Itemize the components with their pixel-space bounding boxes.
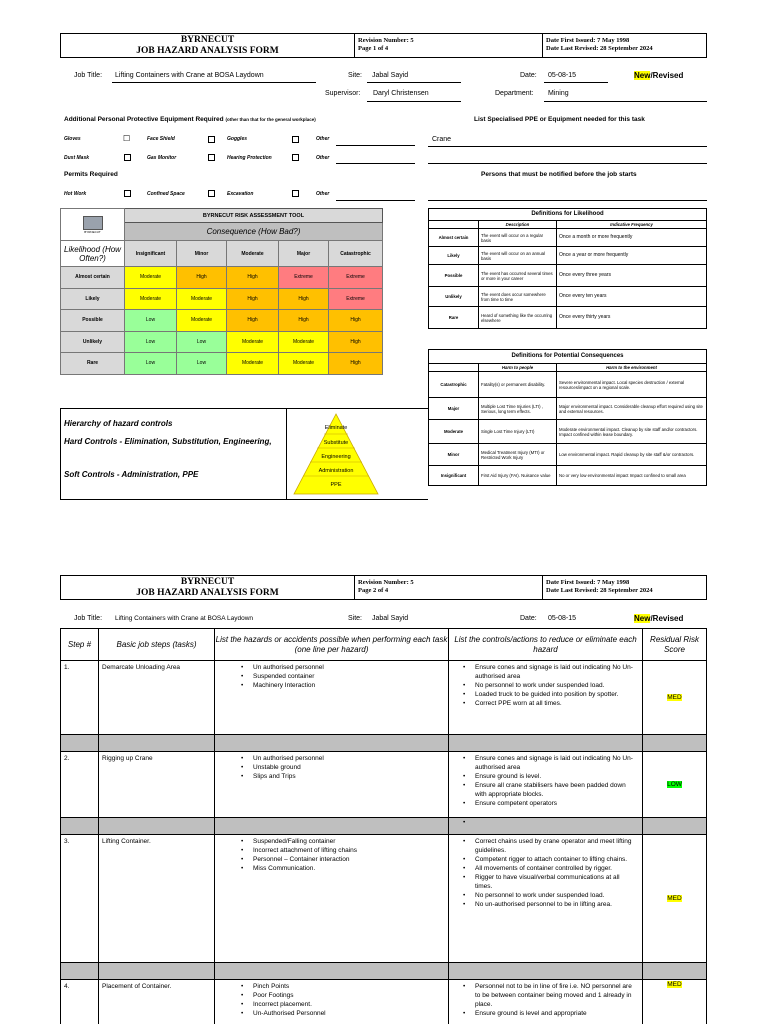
likelihood-label: Unlikely [429, 287, 479, 307]
consequence-people: First Aid Injury (FAI). Nuisance value [479, 466, 557, 486]
byrnecut-logo: BYRNECUT [61, 209, 125, 241]
control-item: • Ensure cones and signage is laid out indicating No Un-authorised area [453, 663, 634, 681]
site-label: Site: [348, 72, 363, 79]
risk-cell: Moderate [279, 353, 329, 375]
control-item: • Ensure cones and signage is laid out indicating No Un-authorised area [453, 754, 634, 772]
consequence-heading: Consequence (How Bad?) [125, 223, 383, 241]
likelihood-definitions-table [428, 208, 707, 329]
controls-cell [449, 835, 643, 963]
likelihood-freq: Once a year or more frequently [557, 247, 707, 265]
job-title-label-p2: Job Title: [74, 615, 103, 622]
goggles-checkbox[interactable] [292, 136, 299, 143]
likelihood-col-desc: Description [479, 221, 557, 229]
jha-col-controls: List the controls/actions to reduce or eliminate each hazard [449, 629, 643, 661]
control-item: • Ensure all crane stabilisers have been padded down with appropriate blocks. [453, 781, 634, 799]
control-item: • Ensure competent operators [453, 799, 634, 808]
department-field[interactable]: Mining [548, 90, 569, 97]
hazards-cell [215, 835, 449, 963]
form-header-page2 [60, 575, 707, 600]
table-row [61, 980, 707, 1024]
site-label-p2: Site: [348, 615, 363, 622]
ppe-other-label-2: Other [316, 155, 330, 161]
risk-cell: High [329, 310, 383, 332]
likelihood-freq: Once every thirty years [557, 307, 707, 329]
jha-table [60, 628, 707, 1024]
hazard-item: • Un authorised personnel [231, 663, 444, 672]
likelihood-row [429, 265, 707, 287]
date-label-p2: Date: [520, 615, 537, 622]
table-row [61, 752, 707, 818]
likelihood-label: Possible [429, 265, 479, 287]
consequence-env: Major environmental impact. Considerable cleanup effort required using site and external resources. [557, 398, 707, 420]
risk-cell: Moderate [177, 310, 227, 332]
hazard-item: • Personnel – Container interaction [231, 855, 444, 864]
risk-score-cell [643, 980, 707, 1024]
hazards-cell [215, 752, 449, 818]
step-task: Rigging up Crane [99, 752, 215, 818]
hierarchy-pyramid [290, 412, 382, 496]
risk-cell: Moderate [125, 267, 177, 289]
pyramid-administration: Administration [318, 468, 354, 474]
consequence-label: Catastrophic [429, 372, 479, 398]
likelihood-heading: Likelihood (How Often?) [61, 241, 125, 267]
ppe-heading: Additional Personal Protective Equipment Required (other than that for the general workplace) [64, 116, 316, 123]
likelihood-label: Likely [429, 247, 479, 265]
risk-cell: Extreme [329, 267, 383, 289]
likelihood-desc: The event has occurred several times or more in your career [479, 265, 557, 287]
ppe-hearing-label: Hearing Protection [227, 155, 272, 161]
hazard-item: • Poor Footings [231, 991, 444, 1000]
hearing-protection-checkbox[interactable] [292, 154, 299, 161]
date-first-issued: Date First Issued: 7 May 1998 [546, 37, 630, 44]
likelihood-label: Rare [429, 307, 479, 329]
step-number: 4. [61, 980, 99, 1024]
site-field[interactable]: Jabal Sayid [372, 72, 409, 79]
gloves-checkbox[interactable]: ☐ [123, 134, 131, 143]
risk-cell: High [329, 353, 383, 375]
likelihood-defs-title: Definitions for Likelihood [429, 209, 707, 221]
risk-cell: Low [125, 310, 177, 332]
new-revised-indicator-p2: New/Revised [634, 614, 684, 623]
hot-work-checkbox[interactable] [124, 190, 131, 197]
hard-controls-text: Hard Controls - Elimination, Substitution, Engineering, [64, 437, 272, 446]
risk-cell: Extreme [329, 288, 383, 310]
ppe-goggles-label: Goggles [227, 136, 248, 142]
step-task: Lifting Container. [99, 835, 215, 963]
control-item: • Correct PPE worn at all times. [453, 699, 634, 708]
permit-hot-work-label: Hot Work [64, 191, 87, 197]
consequence-env: No or very low environmental impact Impact confined to small area [557, 466, 707, 486]
date-label: Date: [520, 72, 537, 79]
consequence-row [429, 466, 707, 486]
likelihood-desc: The event will occur on an annual basis [479, 247, 557, 265]
risk-row [61, 310, 383, 332]
control-item: • Ensure ground is level. [453, 772, 634, 781]
specialised-ppe-value[interactable]: Crane [432, 136, 452, 143]
risk-cell: High [177, 267, 227, 289]
likelihood-row [429, 247, 707, 265]
consequence-row [429, 420, 707, 444]
notify-heading: Persons that must be notified before the job starts [481, 171, 637, 178]
consequence-row [429, 372, 707, 398]
ppe-gas-monitor-label: Gas Monitor [147, 155, 177, 161]
confined-space-checkbox[interactable] [208, 190, 215, 197]
new-revised-indicator: New/Revised [634, 71, 684, 80]
risk-cell: Low [125, 331, 177, 353]
consequence-env: Severe environmental impact. Local species destruction / external resources/impact on a regional scale. [557, 372, 707, 398]
excavation-checkbox[interactable] [292, 190, 299, 197]
pyramid-eliminate: Eliminate [324, 425, 348, 431]
hazard-item: • Unstable ground [231, 763, 444, 772]
risk-score-badge: MED [667, 694, 682, 701]
control-item: • Ensure ground is level and appropriate [453, 1009, 634, 1018]
likelihood-row [429, 229, 707, 247]
ppe-dust-mask-label: Dust Mask [64, 155, 90, 161]
job-title-field-p2[interactable]: Lifting Containers with Crane at BOSA Laydown [115, 615, 254, 622]
separator-row [61, 818, 707, 835]
step-task: Placement of Container. [99, 980, 215, 1024]
consequence-label: Major [429, 398, 479, 420]
control-item: • Competent rigger to attach container to lifting chains. [453, 855, 634, 864]
hazard-item: • Suspended container [231, 672, 444, 681]
revision-number: Revision Number: 5 [358, 37, 414, 44]
risk-row [61, 288, 383, 310]
likelihood-row [429, 307, 707, 329]
risk-score-cell [643, 752, 707, 818]
risk-score-badge: MED [667, 981, 682, 988]
page-number: Page 1 of 4 [358, 45, 389, 52]
control-item: • All movements of container controlled by rigger. [453, 864, 634, 873]
risk-cell: Moderate [227, 353, 279, 375]
permit-confined-space-label: Confined Space [147, 191, 185, 197]
hazard-item: • Machinery Interaction [231, 681, 444, 690]
consequence-people: Multiple Lost Time Injuries (LTI) , Serious, long term effects. [479, 398, 557, 420]
risk-row-label: Likely [61, 288, 125, 310]
risk-cell: Low [177, 353, 227, 375]
risk-cell: Moderate [227, 331, 279, 353]
controls-cell [449, 980, 643, 1024]
permit-excavation-label: Excavation [227, 191, 254, 197]
hazard-item: • Incorrect attachment of lifting chains [231, 846, 444, 855]
separator-row [61, 963, 707, 980]
form-header-page1 [60, 33, 707, 58]
control-item: • Personnel not to be in line of fire i.e. NO personnel are to be between container being moved and 1 already in place. [453, 982, 634, 1009]
risk-cell: High [329, 331, 383, 353]
risk-cell: High [227, 310, 279, 332]
likelihood-desc: The event does occur somewhere from time to time [479, 287, 557, 307]
consequence-people: Medical Treatment Injury (MTI) or Restricted Work Injury [479, 444, 557, 466]
controls-cell [449, 661, 643, 735]
likelihood-desc: Heard of something like the occurring elsewhere [479, 307, 557, 329]
consequence-label: Minor [429, 444, 479, 466]
risk-row [61, 267, 383, 289]
separator-row [61, 735, 707, 752]
risk-cell: Low [177, 331, 227, 353]
hazard-item: • Slips and Trips [231, 772, 444, 781]
col-insignificant: Insignificant [125, 241, 177, 267]
risk-row-label: Possible [61, 310, 125, 332]
control-item: • Rigger to have visual/verbal communications at all times. [453, 873, 634, 891]
risk-row [61, 331, 383, 353]
risk-score-cell [643, 835, 707, 963]
consequence-label: Moderate [429, 420, 479, 444]
consequence-people: Fatality(s) or permanent disability. [479, 372, 557, 398]
step-task: Demarcate Unloading Area [99, 661, 215, 735]
date-last-revised-p2: Date Last Revised: 28 September 2024 [546, 587, 653, 594]
risk-row-label: Unlikely [61, 331, 125, 353]
hazards-cell [215, 661, 449, 735]
risk-cell: Moderate [177, 288, 227, 310]
pyramid-substitute: Substitute [323, 440, 349, 446]
col-moderate: Moderate [227, 241, 279, 267]
date-field[interactable]: 05-08-15 [548, 72, 577, 79]
consequence-col-people: Harm to people [479, 364, 557, 372]
risk-row-label: Almost certain [61, 267, 125, 289]
job-title-label: Job Title: [74, 72, 103, 79]
face-shield-checkbox[interactable] [208, 136, 215, 143]
ppe-gloves-label: Gloves [64, 136, 81, 142]
pyramid-engineering: Engineering [321, 454, 351, 460]
jha-col-step: Step # [61, 629, 99, 661]
hazard-item: • Incorrect placement. [231, 1000, 444, 1009]
logo-mark-icon [83, 216, 103, 230]
permit-other-label: Other [316, 191, 330, 197]
date-first-issued-p2: Date First Issued: 7 May 1998 [546, 579, 630, 586]
date-field-p2[interactable]: 05-08-15 [548, 615, 577, 622]
jha-col-hazards: List the hazards or accidents possible when performing each task (one line per hazard) [215, 629, 449, 661]
risk-cell: Extreme [279, 267, 329, 289]
jha-col-score: Residual Risk Score [643, 629, 707, 661]
site-field-p2[interactable]: Jabal Sayid [372, 615, 409, 622]
risk-row [61, 353, 383, 375]
likelihood-desc: The event will occur on a regular basis [479, 229, 557, 247]
likelihood-freq: Once a month or more frequently [557, 229, 707, 247]
risk-row-label: Rare [61, 353, 125, 375]
soft-controls-text: Soft Controls - Administration, PPE [64, 470, 199, 479]
control-item: • No un-authorised personnel to be in lifting area. [453, 900, 634, 909]
risk-cell: High [227, 267, 279, 289]
hazard-item: • Miss Communication. [231, 864, 444, 873]
gas-monitor-checkbox[interactable] [208, 154, 215, 161]
consequence-env: Low environmental impact. Rapid cleanup by site staff &/or contractors. [557, 444, 707, 466]
risk-cell: Moderate [279, 331, 329, 353]
date-last-revised: Date Last Revised: 28 September 2024 [546, 45, 653, 52]
risk-score-badge: MED [667, 895, 682, 902]
hazard-item: • Un authorised personnel [231, 754, 444, 763]
supervisor-label: Supervisor: [325, 90, 361, 97]
department-label: Department: [495, 90, 534, 97]
consequence-definitions-table [428, 349, 707, 486]
ppe-other-label-1: Other [316, 136, 330, 142]
permits-heading: Permits Required [64, 171, 118, 178]
control-item: • Loaded truck to be guided into position by spotter. [453, 690, 634, 699]
likelihood-col-freq: Indicative Frequency [557, 221, 707, 229]
consequence-row [429, 398, 707, 420]
risk-score-cell [643, 661, 707, 735]
risk-score-badge: LOW [667, 781, 682, 788]
controls-cell [449, 752, 643, 818]
risk-cell: High [279, 310, 329, 332]
company-name: BYRNECUT [180, 35, 235, 45]
revision-number-p2: Revision Number: 5 [358, 579, 414, 586]
hazard-item: • Un-Authorised Personnel [231, 1009, 444, 1018]
table-row [61, 835, 707, 963]
page-number-p2: Page 2 of 4 [358, 587, 389, 594]
company-name-p2: BYRNECUT [180, 577, 235, 587]
supervisor-field[interactable]: Daryl Christensen [373, 90, 429, 97]
hierarchy-title: Hierarchy of hazard controls [64, 419, 173, 428]
risk-tool-title: BYRNECUT RISK ASSESSMENT TOOL [125, 209, 383, 223]
risk-matrix-table [60, 208, 383, 375]
consequence-row [429, 444, 707, 466]
ppe-face-shield-label: Face Shield [147, 136, 175, 142]
table-row [61, 661, 707, 735]
likelihood-freq: Once every ten years [557, 287, 707, 307]
specialised-ppe-heading: List Specialised PPE or Equipment needed for this task [474, 116, 645, 123]
jha-col-task: Basic job steps (tasks) [99, 629, 215, 661]
col-minor: Minor [177, 241, 227, 267]
hazard-item: • Suspended/Falling container [231, 837, 444, 846]
hazard-item: • Pinch Points [231, 982, 444, 991]
risk-cell: High [279, 288, 329, 310]
likelihood-row [429, 287, 707, 307]
consequence-label: Insignificant [429, 466, 479, 486]
col-catastrophic: Catastrophic [329, 241, 383, 267]
control-item: • No personnel to work under suspended load. [453, 681, 634, 690]
consequence-defs-title: Definitions for Potential Consequences [429, 350, 707, 364]
step-number: 3. [61, 835, 99, 963]
likelihood-freq: Once every three years [557, 265, 707, 287]
step-number: 1. [61, 661, 99, 735]
control-item: • No personnel to work under suspended load. [453, 891, 634, 900]
risk-cell: Moderate [125, 288, 177, 310]
job-title-field[interactable]: Lifting Containers with Crane at BOSA Laydown [115, 72, 264, 79]
risk-cell: High [227, 288, 279, 310]
risk-cell: Low [125, 353, 177, 375]
pyramid-ppe: PPE [330, 482, 342, 488]
likelihood-label: Almost certain [429, 229, 479, 247]
hazards-cell [215, 980, 449, 1024]
consequence-col-env: Harm to the environment [557, 364, 707, 372]
consequence-people: Single Lost Time Injury (LTI) [479, 420, 557, 444]
col-major: Major [279, 241, 329, 267]
form-title-p2: JOB HAZARD ANALYSIS FORM [136, 588, 279, 598]
form-title: JOB HAZARD ANALYSIS FORM [136, 46, 279, 56]
consequence-env: Moderate environmental impact. Cleanup by site staff and/or contractors. Impact confined within lease boundary. [557, 420, 707, 444]
step-number: 2. [61, 752, 99, 818]
control-item: • Correct chains used by crane operator and meet lifting guidelines. [453, 837, 634, 855]
dust-mask-checkbox[interactable] [124, 154, 131, 161]
